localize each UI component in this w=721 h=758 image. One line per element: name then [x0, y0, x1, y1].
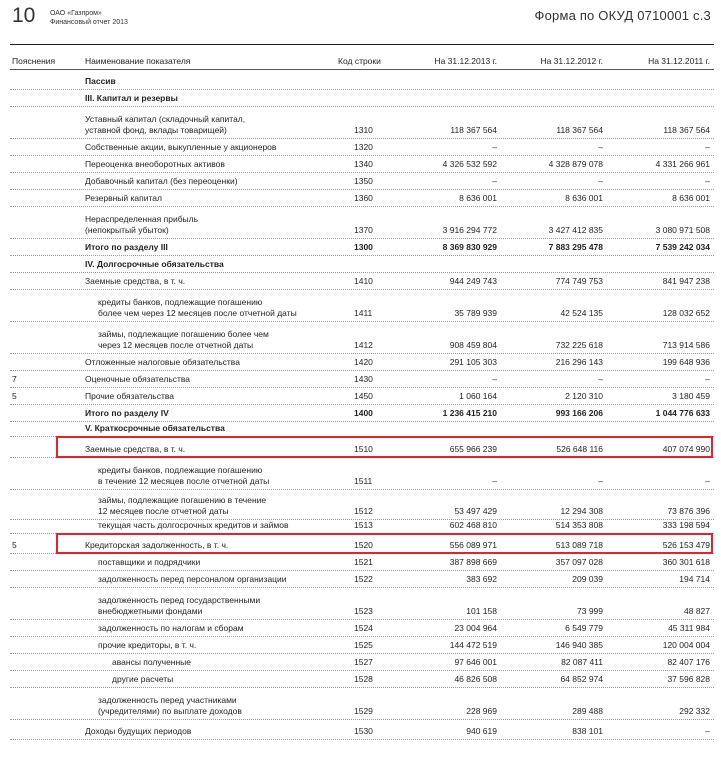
value-2013: 387 898 669 — [449, 557, 497, 567]
row-name: Резервный капитал — [85, 193, 162, 203]
value-2011: 407 074 990 — [662, 444, 710, 454]
row-code: 1528 — [354, 674, 373, 684]
row-name: III. Капитал и резервы — [85, 93, 178, 103]
value-2013: 1 060 164 — [459, 391, 497, 401]
value-2012: – — [598, 176, 603, 186]
row-code: 1530 — [354, 726, 373, 736]
value-2011: 292 332 — [679, 706, 710, 716]
value-2013: 383 692 — [466, 574, 497, 584]
row-name: Итого по разделу III — [85, 242, 168, 252]
value-2013: 291 105 303 — [449, 357, 497, 367]
value-2013: 23 004 964 — [454, 623, 497, 633]
page-number: 10 — [12, 4, 36, 27]
row-note: 5 — [12, 540, 17, 550]
table-row — [0, 139, 721, 156]
balance-table — [0, 70, 721, 740]
table-row — [0, 637, 721, 654]
column-header — [0, 52, 721, 68]
value-2011: 3 080 971 508 — [655, 225, 710, 235]
row-name: Пассив — [85, 76, 116, 86]
value-2012: 3 427 412 835 — [548, 225, 603, 235]
value-2011: 526 153 479 — [662, 540, 710, 550]
value-2012: 12 294 308 — [560, 506, 603, 516]
table-row — [0, 273, 721, 290]
row-name: задолженность по налогам и сборам — [98, 623, 244, 633]
col-2013: На 31.12.2013 г. — [434, 56, 497, 66]
row-name: задолженность перед государственными внебюджетными фондами — [98, 595, 261, 616]
value-2013: 8 369 830 929 — [442, 242, 497, 252]
value-2012: 526 648 116 — [556, 444, 603, 454]
value-2011: 360 301 618 — [662, 557, 710, 567]
row-name: текущая часть долгосрочных кредитов и займов — [98, 520, 289, 530]
table-row — [0, 490, 721, 520]
value-2013: 144 472 519 — [449, 640, 497, 650]
value-2011: 128 032 652 — [662, 308, 710, 318]
row-code: 1527 — [354, 657, 373, 667]
highlight-box — [56, 533, 713, 554]
value-2011: 82 407 176 — [667, 657, 710, 667]
row-code: 1524 — [354, 623, 373, 633]
value-2011: 1 044 776 633 — [655, 408, 710, 418]
value-2012: 993 166 206 — [555, 408, 603, 418]
value-2011: 841 947 238 — [662, 276, 710, 286]
form-title: Форма по ОКУД 0710001 с.3 — [534, 8, 711, 23]
row-name: V. Краткосрочные обязательства — [85, 423, 225, 433]
table-row — [0, 354, 721, 371]
value-2012: 289 488 — [572, 706, 603, 716]
value-2013: 46 826 508 — [454, 674, 497, 684]
company-name: ОАО «Газпром» — [50, 10, 102, 17]
row-name: Заемные средства, в т. ч. — [85, 276, 186, 286]
row-code: 1520 — [354, 540, 373, 550]
value-2013: – — [492, 142, 497, 152]
value-2012: 732 225 618 — [555, 340, 603, 350]
highlight-box — [56, 436, 713, 458]
value-2011: 118 367 564 — [663, 125, 710, 135]
row-code: 1360 — [354, 193, 373, 203]
value-2012: 513 089 718 — [555, 540, 603, 550]
table-row — [0, 207, 721, 239]
table-row — [0, 671, 721, 688]
table-row — [0, 554, 721, 571]
value-2012: 774 749 753 — [555, 276, 603, 286]
value-2012: 2 120 310 — [565, 391, 603, 401]
table-row — [0, 173, 721, 190]
row-name: Добавочный капитал (без переоценки) — [85, 176, 238, 186]
table-row — [0, 190, 721, 207]
value-2011: – — [705, 142, 710, 152]
row-code: 1340 — [354, 159, 373, 169]
row-code: 1522 — [354, 574, 373, 584]
col-2012: На 31.12.2012 г. — [540, 56, 603, 66]
table-row — [0, 290, 721, 322]
row-code: 1420 — [354, 357, 373, 367]
row-name: другие расчеты — [112, 674, 174, 684]
value-2011: 199 648 936 — [662, 357, 710, 367]
value-2012: 514 353 808 — [555, 520, 603, 530]
row-name: поставщики и подрядчики — [98, 557, 201, 567]
row-name: Собственные акции, выкупленные у акционеров — [85, 142, 277, 152]
row-code: 1450 — [354, 391, 373, 401]
row-name: Переоценка внеоборотных активов — [85, 159, 225, 169]
row-code: 1400 — [354, 408, 373, 418]
value-2013: – — [492, 374, 497, 384]
row-code: 1523 — [354, 606, 373, 616]
table-row — [0, 107, 721, 139]
col-name: Наименование показателя — [85, 56, 191, 66]
page-header — [0, 0, 721, 44]
value-2013: 4 326 532 592 — [442, 159, 497, 169]
value-2012: 216 296 143 — [555, 357, 603, 367]
row-name: авансы полученные — [112, 657, 192, 667]
value-2013: 556 089 971 — [449, 540, 497, 550]
row-name: Нераспределенная прибыль (непокрытый убыток) — [85, 214, 199, 235]
value-2011: – — [705, 476, 710, 486]
table-row — [0, 654, 721, 671]
row-code: 1320 — [354, 142, 373, 152]
row-name: Итого по разделу IV — [85, 408, 169, 418]
value-2013: – — [492, 176, 497, 186]
value-2012: 118 367 564 — [556, 125, 603, 135]
value-2011: – — [705, 176, 710, 186]
value-2013: 602 468 810 — [449, 520, 497, 530]
row-name: Прочие обязательства — [85, 391, 175, 401]
table-row — [0, 422, 721, 437]
value-2011: 8 636 001 — [672, 193, 710, 203]
value-2013: 101 158 — [466, 606, 497, 616]
value-2013: 655 966 239 — [449, 444, 497, 454]
row-name: Уставный капитал (складочный капитал, уставной фонд, вклады товарищей) — [85, 114, 246, 135]
value-2012: 209 039 — [572, 574, 603, 584]
row-name: Кредиторская задолженность, в т. ч. — [85, 540, 229, 550]
table-row — [0, 720, 721, 740]
header-rule — [10, 44, 714, 45]
row-name: прочие кредиторы, в т. ч. — [98, 640, 197, 650]
company-label — [50, 9, 128, 27]
value-2011: 73 876 396 — [667, 506, 710, 516]
value-2011: – — [705, 374, 710, 384]
col-code: Код строки — [338, 56, 381, 66]
row-code: 1370 — [354, 225, 373, 235]
row-code: 1310 — [354, 125, 373, 135]
row-code: 1411 — [354, 308, 373, 318]
row-name: Оценочные обязательства — [85, 374, 191, 384]
value-2012: 64 852 974 — [560, 674, 603, 684]
table-row — [0, 571, 721, 588]
row-note: 5 — [12, 391, 17, 401]
value-2012: 82 087 411 — [561, 657, 603, 667]
row-name: кредиты банков, подлежащие погашению более чем через 12 месяцев после отчетной даты — [98, 297, 297, 318]
value-2011: 48 827 — [684, 606, 710, 616]
col-2011: На 31.12.2011 г. — [648, 56, 710, 66]
table-row — [0, 388, 721, 405]
row-name: Заемные средства, в т. ч. — [85, 444, 186, 454]
value-2013: 8 636 001 — [459, 193, 497, 203]
row-code: 1512 — [354, 506, 373, 516]
value-2013: 53 497 429 — [454, 506, 497, 516]
row-name: займы, подлежащие погашению более чем через 12 месяцев после отчетной даты — [98, 329, 269, 350]
table-row — [0, 405, 721, 422]
row-name: IV. Долгосрочные обязательства — [85, 259, 224, 269]
table-row — [0, 322, 721, 354]
row-code: 1521 — [354, 557, 373, 567]
table-row — [0, 688, 721, 720]
value-2011: 713 914 586 — [662, 340, 710, 350]
row-code: 1410 — [354, 276, 373, 286]
value-2012: 357 097 028 — [555, 557, 603, 567]
value-2011: 194 714 — [679, 574, 710, 584]
row-name: кредиты банков, подлежащие погашению в течение 12 месяцев после отчетной даты — [98, 465, 270, 486]
value-2012: 42 524 135 — [560, 308, 603, 318]
value-2012: 7 883 295 478 — [548, 242, 603, 252]
row-code: 1511 — [354, 476, 373, 486]
value-2013: 1 236 415 210 — [442, 408, 497, 418]
report-name: Финансовый отчет 2013 — [50, 19, 128, 26]
table-row — [0, 371, 721, 388]
value-2012: 73 999 — [577, 606, 603, 616]
value-2013: – — [492, 476, 497, 486]
value-2011: 3 180 459 — [672, 391, 710, 401]
table-row — [0, 239, 721, 256]
row-code: 1529 — [354, 706, 373, 716]
table-row — [0, 90, 721, 107]
table-row — [0, 588, 721, 620]
value-2011: 120 004 004 — [662, 640, 710, 650]
value-2013: 944 249 743 — [449, 276, 497, 286]
value-2013: 35 789 939 — [454, 308, 497, 318]
value-2012: 6 549 779 — [565, 623, 603, 633]
value-2013: 908 459 804 — [449, 340, 497, 350]
row-code: 1510 — [354, 444, 373, 454]
value-2011: 45 311 984 — [668, 623, 710, 633]
row-name: задолженность перед персоналом организации — [98, 574, 287, 584]
value-2012: – — [598, 142, 603, 152]
value-2012: – — [598, 476, 603, 486]
table-row — [0, 70, 721, 90]
value-2013: 97 646 001 — [454, 657, 497, 667]
row-name: задолженность перед участниками (учредителями) по выплате доходов — [98, 695, 242, 716]
value-2011: 37 596 828 — [667, 674, 710, 684]
value-2011: 333 198 594 — [662, 520, 710, 530]
row-code: 1300 — [354, 242, 373, 252]
value-2012: 4 328 879 078 — [548, 159, 603, 169]
table-row — [0, 156, 721, 173]
value-2011: 4 331 266 961 — [655, 159, 710, 169]
row-code: 1430 — [354, 374, 373, 384]
row-name: займы, подлежащие погашению в течение 12 месяцев после отчетной даты — [98, 495, 267, 516]
row-code: 1513 — [354, 520, 373, 530]
value-2011: – — [705, 726, 710, 736]
value-2012: – — [598, 374, 603, 384]
table-row — [0, 458, 721, 490]
col-note: Пояснения — [12, 56, 56, 66]
value-2011: 7 539 242 034 — [655, 242, 710, 252]
value-2012: 8 636 001 — [565, 193, 603, 203]
value-2013: 3 916 294 772 — [442, 225, 497, 235]
value-2013: 118 367 564 — [450, 125, 497, 135]
table-row — [0, 620, 721, 637]
table-row — [0, 256, 721, 273]
table-row — [0, 520, 721, 534]
row-name: Доходы будущих периодов — [85, 726, 192, 736]
value-2012: 838 101 — [572, 726, 603, 736]
value-2012: 146 940 385 — [555, 640, 603, 650]
row-code: 1412 — [354, 340, 373, 350]
row-code: 1350 — [354, 176, 373, 186]
value-2013: 940 619 — [466, 726, 497, 736]
row-code: 1525 — [354, 640, 373, 650]
row-note: 7 — [12, 374, 17, 384]
row-name: Отложенные налоговые обязательства — [85, 357, 240, 367]
value-2013: 228 969 — [466, 706, 497, 716]
